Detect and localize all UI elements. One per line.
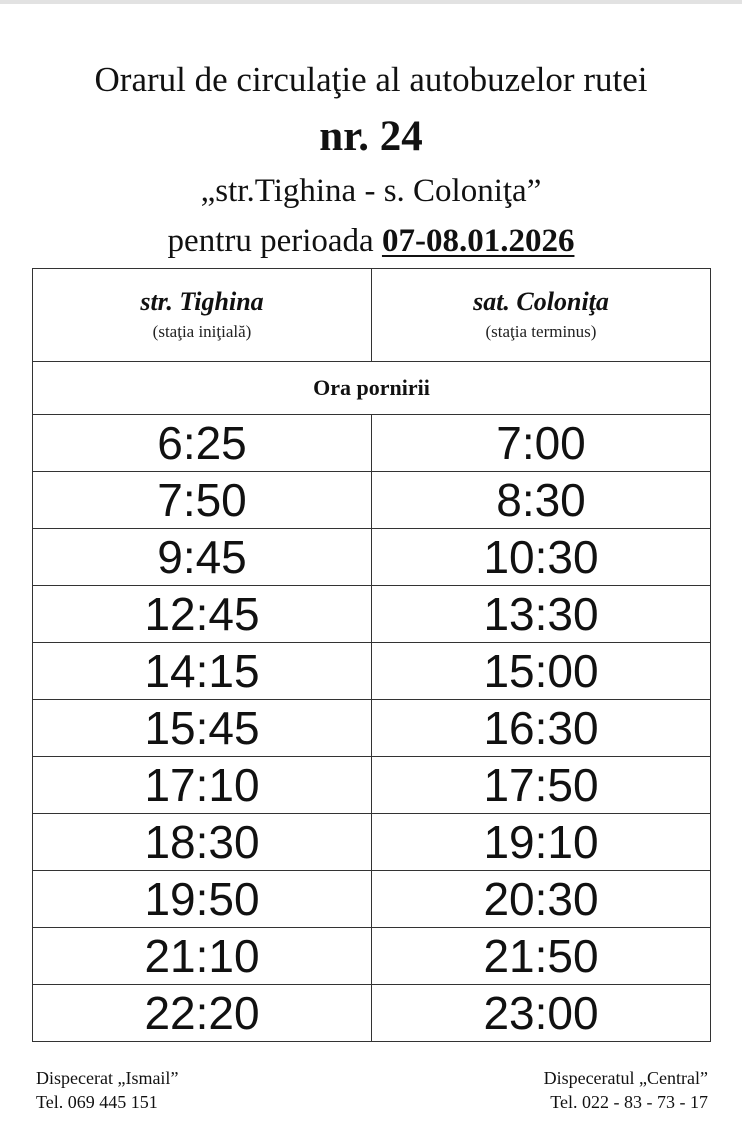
column-header-terminus	[372, 269, 711, 362]
dispatcher-central-name: Dispeceratul „Central”	[543, 1068, 708, 1088]
dispatcher-central	[544, 1066, 708, 1114]
table-row	[33, 757, 711, 814]
table-row	[33, 529, 711, 586]
departure-time-terminus: 8:30	[372, 472, 711, 529]
schedule-title: Orarul de circulaţie al autobuzelor rutei	[94, 60, 648, 99]
departure-time-start: 18:30	[33, 814, 372, 871]
route-name: „str.Tighina - s. Coloniţa”	[200, 173, 542, 209]
schedule-table	[32, 268, 711, 1042]
departure-time-start: 15:45	[33, 700, 372, 757]
terminus-stop-note: (staţia terminus)	[485, 322, 597, 341]
dispatcher-ismail-name: Dispecerat „Ismail”	[36, 1068, 179, 1088]
dispatcher-ismail-phone: Tel. 069 445 151	[36, 1092, 158, 1112]
table-header-row	[33, 269, 711, 362]
table-row	[33, 415, 711, 472]
departure-time-terminus: 13:30	[372, 586, 711, 643]
departure-time-start: 9:45	[33, 529, 372, 586]
column-header-start	[33, 269, 372, 362]
period-prefix: pentru perioada	[167, 223, 382, 259]
departure-time-terminus: 20:30	[372, 871, 711, 928]
departure-time-start: 22:20	[33, 985, 372, 1042]
route-number: nr. 24	[319, 113, 423, 160]
table-row	[33, 700, 711, 757]
terminus-stop-name: sat. Coloniţa	[473, 287, 609, 316]
departure-time-start: 12:45	[33, 586, 372, 643]
departure-time-terminus: 19:10	[372, 814, 711, 871]
departure-time-terminus: 17:50	[372, 757, 711, 814]
departure-time-start: 19:50	[33, 871, 372, 928]
period-dates: 07-08.01.2026	[381, 223, 575, 259]
table-row	[33, 586, 711, 643]
table-row	[33, 928, 711, 985]
departure-time-start: 21:10	[33, 928, 372, 985]
departure-time-terminus: 7:00	[372, 415, 711, 472]
departure-time-start: 14:15	[33, 643, 372, 700]
top-edge-bar	[0, 0, 742, 4]
departure-subheader-row	[33, 362, 711, 415]
departure-time-terminus: 16:30	[372, 700, 711, 757]
departure-time-terminus: 10:30	[372, 529, 711, 586]
dispatcher-ismail	[36, 1066, 178, 1114]
start-stop-note: (staţia iniţială)	[152, 322, 252, 341]
departure-time-start: 7:50	[33, 472, 372, 529]
table-row	[33, 985, 711, 1042]
table-row	[33, 871, 711, 928]
departure-time-terminus: 15:00	[372, 643, 711, 700]
departure-time-terminus: 21:50	[372, 928, 711, 985]
period-line	[0, 222, 742, 260]
table-row	[33, 814, 711, 871]
start-stop-name: str. Tighina	[140, 287, 264, 316]
departure-subheader: Ora pornirii	[33, 362, 711, 415]
departure-time-start: 17:10	[33, 757, 372, 814]
table-row	[33, 472, 711, 529]
table-row	[33, 643, 711, 700]
departure-time-terminus: 23:00	[372, 985, 711, 1042]
dispatcher-central-phone: Tel. 022 - 83 - 73 - 17	[550, 1092, 708, 1112]
departure-time-start: 6:25	[33, 415, 372, 472]
